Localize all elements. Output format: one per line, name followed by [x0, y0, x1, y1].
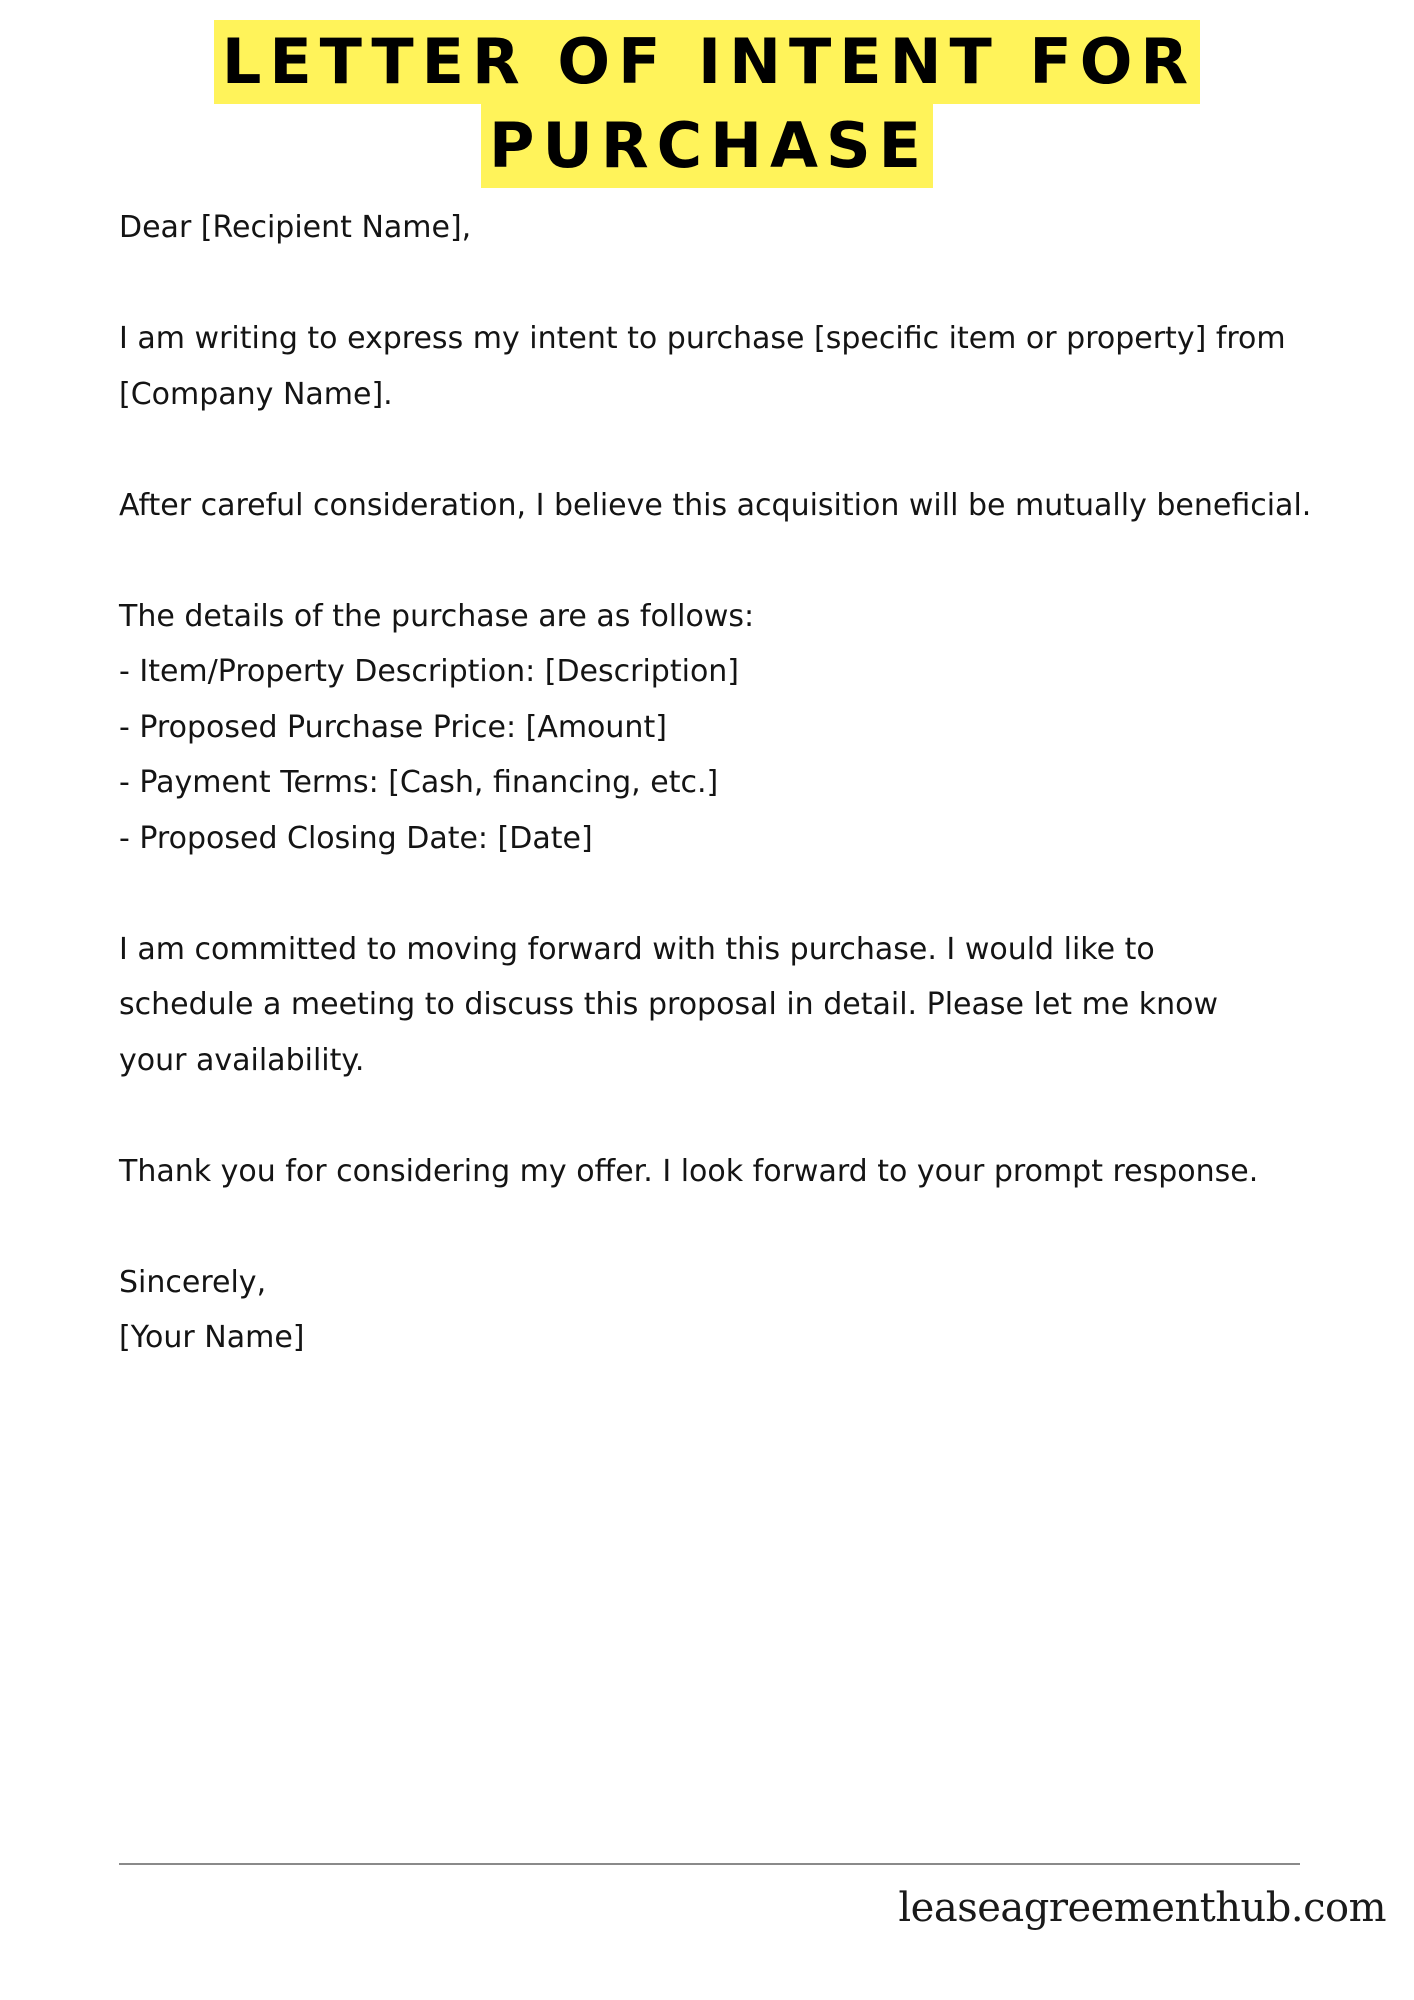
- letter-body: [119, 200, 1319, 1366]
- commitment-paragraph: I am committed to moving forward with this purchase. I would like to schedule a meeting to discuss this proposal in detail. Please let me know your availability.: [119, 931, 1219, 1078]
- thanks-paragraph: Thank you for considering my offer. I look forward to your prompt response.: [119, 1153, 1259, 1189]
- detail-item-payment-terms: - Payment Terms: [Cash, financing, etc.]: [119, 765, 719, 800]
- detail-item-closing-date: - Proposed Closing Date: [Date]: [119, 820, 593, 856]
- details-list: [119, 644, 1319, 866]
- footer-brand: leaseagreementhub.com: [898, 1885, 1386, 1931]
- detail-item-price: - Proposed Purchase Price: [Amount]: [119, 709, 667, 745]
- title-line-1: LETTER OF INTENT FOR: [214, 20, 1200, 104]
- consideration-paragraph: After careful consideration, I believe this acquisition will be mutually beneficial.: [119, 487, 1312, 523]
- closing: Sincerely,: [119, 1264, 267, 1300]
- salutation: Dear [Recipient Name],: [119, 210, 472, 245]
- detail-item-description: - Item/Property Description: [Description]: [119, 654, 740, 689]
- intro-paragraph: I am writing to express my intent to purchase [specific item or property] from [Company Name].: [119, 321, 1286, 412]
- title-line-2: PURCHASE: [481, 104, 933, 188]
- document-title: [0, 20, 1414, 188]
- signature-name: [Your Name]: [119, 1320, 305, 1355]
- footer-divider: [119, 1863, 1300, 1865]
- details-heading: The details of the purchase are as follows:: [119, 598, 755, 634]
